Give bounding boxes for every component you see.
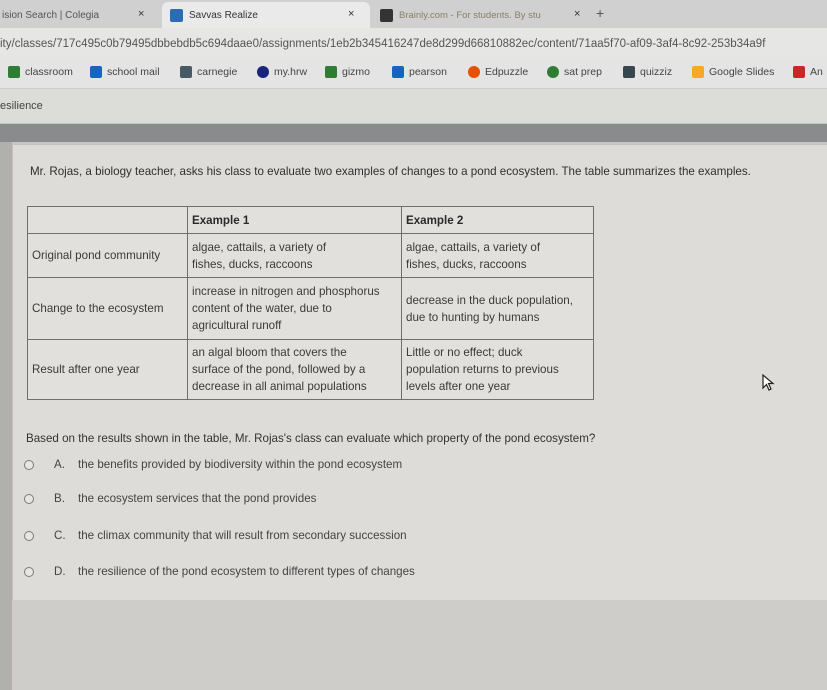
table-header-example-1: Example 1 — [188, 207, 402, 234]
tab-title: Brainly.com - For students. By stu — [399, 9, 541, 21]
row-label: Change to the ecosystem — [28, 278, 188, 340]
choice-text: the resilience of the pond ecosystem to different types of changes — [78, 565, 415, 578]
tab-brainly[interactable] — [372, 2, 587, 28]
table-corner-cell — [28, 207, 188, 234]
table-header-row — [28, 207, 594, 234]
pearson-icon — [392, 66, 404, 78]
brainly-favicon-icon — [380, 9, 393, 22]
close-tab-icon[interactable]: × — [574, 8, 581, 20]
table-row — [28, 234, 594, 278]
left-strip — [0, 142, 12, 690]
question-prompt: Based on the results shown in the table, Mr. Rojas's class can evaluate which property of the pond ecosystem? — [26, 432, 596, 445]
choice-text: the ecosystem services that the pond provides — [78, 492, 317, 505]
choice-c[interactable] — [24, 529, 407, 542]
table-cell: increase in nitrogen and phosphorus content of the water, due to agricultural runoff — [188, 278, 402, 340]
choice-d[interactable] — [24, 565, 415, 578]
page-bottom — [12, 600, 827, 690]
choice-letter: B. — [54, 492, 65, 505]
bookmark-carnegie[interactable]: carnegie — [180, 66, 237, 78]
choice-text: the benefits provided by biodiversity within the pond ecosystem — [78, 458, 403, 471]
close-tab-icon[interactable]: × — [138, 8, 145, 20]
row-label: Original pond community — [28, 234, 188, 278]
gizmo-icon — [325, 66, 337, 78]
row-label: Result after one year — [28, 340, 188, 400]
bookmarks-bar — [0, 60, 827, 89]
table-cell: algae, cattails, a variety of fishes, ducks, raccoons — [188, 234, 402, 278]
table-cell: an algal bloom that covers the surface of the pond, followed by a decrease in all animal populations — [188, 340, 402, 400]
address-bar[interactable] — [0, 28, 827, 60]
choice-letter: D. — [54, 565, 66, 578]
bookmark-gizmo[interactable]: gizmo — [325, 66, 370, 78]
question-intro: Mr. Rojas, a biology teacher, asks his class to evaluate two examples of changes to a pond ecosystem. The table summarizes the examples. — [30, 165, 751, 178]
edpuzzle-icon — [468, 66, 480, 78]
radio-button[interactable] — [24, 567, 34, 577]
mouse-cursor-icon — [762, 374, 776, 392]
tab-savvas-realize[interactable] — [162, 2, 370, 28]
table-cell: algae, cattails, a variety of fishes, ducks, raccoons — [402, 234, 594, 278]
table-header-example-2: Example 2 — [402, 207, 594, 234]
tab-title: ision Search | Colegia — [2, 9, 100, 21]
radio-button[interactable] — [24, 531, 34, 541]
savvas-favicon-icon — [170, 9, 183, 22]
app-header — [0, 89, 827, 124]
choice-b[interactable] — [24, 492, 316, 505]
table-row — [28, 278, 594, 340]
choice-letter: C. — [54, 529, 66, 542]
choice-a[interactable] — [24, 458, 402, 471]
bookmark-school-mail[interactable]: school mail — [90, 66, 160, 78]
radio-button[interactable] — [24, 460, 34, 470]
close-tab-icon[interactable]: × — [348, 8, 355, 20]
bookmark-classroom[interactable]: classroom — [8, 66, 73, 78]
header-band — [0, 124, 827, 142]
bookmark-sat-prep[interactable]: sat prep — [547, 66, 602, 78]
tab-title: Savvas Realize — [189, 9, 258, 21]
table-cell: decrease in the duck population, due to hunting by humans — [402, 278, 594, 340]
new-tab-icon[interactable]: + — [596, 5, 605, 21]
bookmark-google-slides[interactable]: Google Slides — [692, 66, 774, 78]
bookmark-edpuzzle[interactable]: Edpuzzle — [468, 66, 528, 78]
bookmark-pearson[interactable]: pearson — [392, 66, 447, 78]
sat-prep-icon — [547, 66, 559, 78]
slides-icon — [692, 66, 704, 78]
tab-vision-search[interactable] — [0, 2, 165, 28]
url-text[interactable]: ity/classes/717c495c0b79495dbbebdb5c694daae0/assignments/1eb2b345416247de8d299d66810882ec/content/71aa5f70-af09-3af4-8c92-253b34a9f — [0, 38, 766, 50]
choice-text: the climax community that will result from secondary succession — [78, 529, 407, 542]
bookmark-myhrw[interactable]: my.hrw — [257, 66, 307, 78]
mail-icon — [90, 66, 102, 78]
radio-button[interactable] — [24, 494, 34, 504]
bookmark-quizziz[interactable]: quizziz — [623, 66, 672, 78]
carnegie-icon — [180, 66, 192, 78]
choice-letter: A. — [54, 458, 65, 471]
table-cell: Little or no effect; duck population returns to previous levels after one year — [402, 340, 594, 400]
quizziz-icon — [623, 66, 635, 78]
table-row — [28, 340, 594, 400]
hrw-icon — [257, 66, 269, 78]
bookmark-an[interactable]: An — [793, 66, 823, 78]
tab-strip — [0, 0, 827, 28]
summary-table — [27, 206, 594, 400]
page-title: esilience — [0, 100, 43, 112]
classroom-icon — [8, 66, 20, 78]
s-icon — [793, 66, 805, 78]
